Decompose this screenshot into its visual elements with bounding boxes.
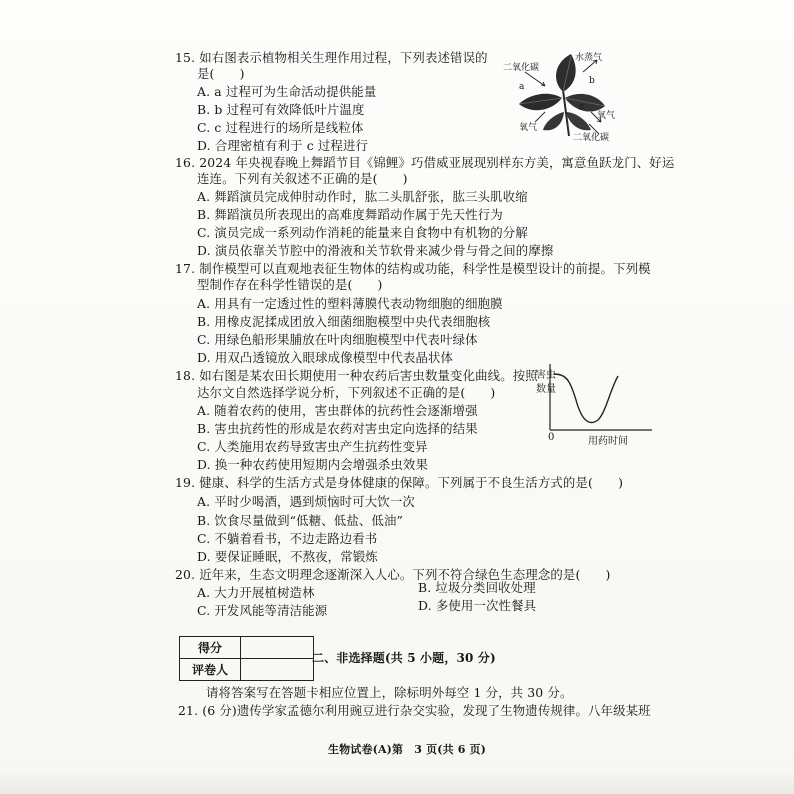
plant-process-figure xyxy=(505,50,625,142)
q17-stem-line2: 型制作存在科学性错误的是( ) xyxy=(197,277,383,292)
q20-option-c: C. 开发风能等清洁能源 xyxy=(197,603,328,618)
graph-xlabel: 用药时间 xyxy=(588,436,628,447)
q15-option-d: D. 合理密植有利于 c 过程进行 xyxy=(197,138,369,153)
label-o2-right: 氧气 xyxy=(597,111,616,121)
q16-stem-line2: 连连。下列有关叙述不正确的是( ) xyxy=(197,171,408,186)
label-water-vapor: 水蒸气 xyxy=(575,53,603,63)
score-label: 得分 xyxy=(180,637,241,659)
pest-count-graph xyxy=(530,360,660,447)
q16-option-a: A. 舞蹈演员完成伸肘动作时，肱二头肌舒张，肱三头肌收缩 xyxy=(197,189,528,204)
q19-option-b: B. 饮食尽量做到“低糖、低盐、低油” xyxy=(197,513,403,528)
label-a: a xyxy=(519,82,525,92)
label-b: b xyxy=(589,76,595,86)
q15-stem-line2: 是( ) xyxy=(197,66,245,81)
label-co2-bottom: 二氧化碳 xyxy=(573,133,610,143)
q16-option-c: C. 演员完成一系列动作消耗的能量来自食物中有机物的分解 xyxy=(197,225,528,240)
graph-ylabel-line2: 数量 xyxy=(536,384,556,395)
q19-option-c: C. 不躺着看书，不边走路边看书 xyxy=(197,531,378,546)
q20-stem: 20. 近年来，生态文明理念逐渐深入人心。下列不符合绿色生态理念的是( ) xyxy=(175,567,611,582)
page-footer: 生物试卷(A)第 3 页(共 6 页) xyxy=(328,743,486,756)
scan-shadow xyxy=(0,770,794,794)
q15-option-c: C. c 过程进行的场所是线粒体 xyxy=(197,120,364,135)
label-o2-left: 氧气 xyxy=(519,123,538,133)
q18-option-b: B. 害虫抗药性的形成是农药对害虫定向选择的结果 xyxy=(197,421,478,436)
label-co2-left: 二氧化碳 xyxy=(503,63,540,73)
q16-option-d: D. 演员依靠关节腔中的滑液和关节软骨来减少骨与骨之间的摩擦 xyxy=(197,243,554,258)
q17-option-d: D. 用双凸透镜放入眼球成像模型中代表晶状体 xyxy=(197,350,454,365)
q20-option-d: D. 多使用一次性餐具 xyxy=(418,598,537,613)
q16-option-b: B. 舞蹈演员所表现出的高难度舞蹈动作属于先天性行为 xyxy=(197,207,503,222)
label-c: c xyxy=(579,102,585,112)
section2-title: 二、非选择题(共 5 小题，30 分) xyxy=(312,651,496,665)
q21-stem: 21. (6 分)遗传学家孟德尔利用豌豆进行杂交实验，发现了生物遗传规律。八年级某班 xyxy=(178,703,651,718)
grader-label: 评卷人 xyxy=(180,659,241,681)
q18-option-d: D. 换一种农药使用短期内会增强杀虫效果 xyxy=(197,457,429,472)
q17-option-a: A. 用具有一定透过性的塑料薄膜代表动物细胞的细胞膜 xyxy=(197,296,503,311)
q20-option-a: A. 大力开展植树造林 xyxy=(197,585,315,600)
q15-stem-line1: 15. 如右图表示植物相关生理作用过程，下列表述错误的 xyxy=(175,50,488,65)
q17-stem-line1: 17. 制作模型可以直观地表征生物体的结构或功能，科学性是模型设计的前提。下列模 xyxy=(175,261,651,276)
q20-option-b: B. 垃圾分类回收处理 xyxy=(418,580,536,595)
q18-option-c: C. 人类施用农药导致害虫产生抗药性变异 xyxy=(197,439,428,454)
q18-stem-line2: 达尔文自然选择学说分析，下列叙述不正确的是( ) xyxy=(197,385,496,400)
score-cell[interactable] xyxy=(241,637,314,659)
section2-instruction: 请将答案写在答题卡相应位置上，除标明外每空 1 分，共 30 分。 xyxy=(206,685,573,700)
score-table xyxy=(179,636,314,681)
q17-option-b: B. 用橡皮泥揉成团放入细菌细胞模型中央代表细胞核 xyxy=(197,314,491,329)
q19-stem: 19. 健康、科学的生活方式是身体健康的保障。下列属于不良生活方式的是( ) xyxy=(175,475,624,490)
q15-option-a: A. a 过程可为生命活动提供能量 xyxy=(197,84,377,99)
q18-stem-line1: 18. 如右图是某农田长期使用一种农药后害虫数量变化曲线。按照 xyxy=(175,368,538,383)
q15-option-b: B. b 过程可有效降低叶片温度 xyxy=(197,102,365,117)
graph-origin: 0 xyxy=(548,432,555,443)
q18-option-a: A. 随着农药的使用，害虫群体的抗药性会逐渐增强 xyxy=(197,403,478,418)
q16-stem-line1: 16. 2024 年央视春晚上舞蹈节目《锦鲤》巧借威亚展现别样东方美，寓意鱼跃龙门、好运 xyxy=(175,155,675,170)
graph-ylabel-line1: 害虫 xyxy=(536,370,556,381)
q17-option-c: C. 用绿色船形果脯放在叶肉细胞模型中代表叶绿体 xyxy=(197,332,478,347)
q19-option-a: A. 平时少喝酒，遇到烦恼时可大饮一次 xyxy=(197,494,415,509)
q19-option-d: D. 要保证睡眠，不熬夜，常锻炼 xyxy=(197,549,378,564)
grader-cell[interactable] xyxy=(241,659,314,681)
